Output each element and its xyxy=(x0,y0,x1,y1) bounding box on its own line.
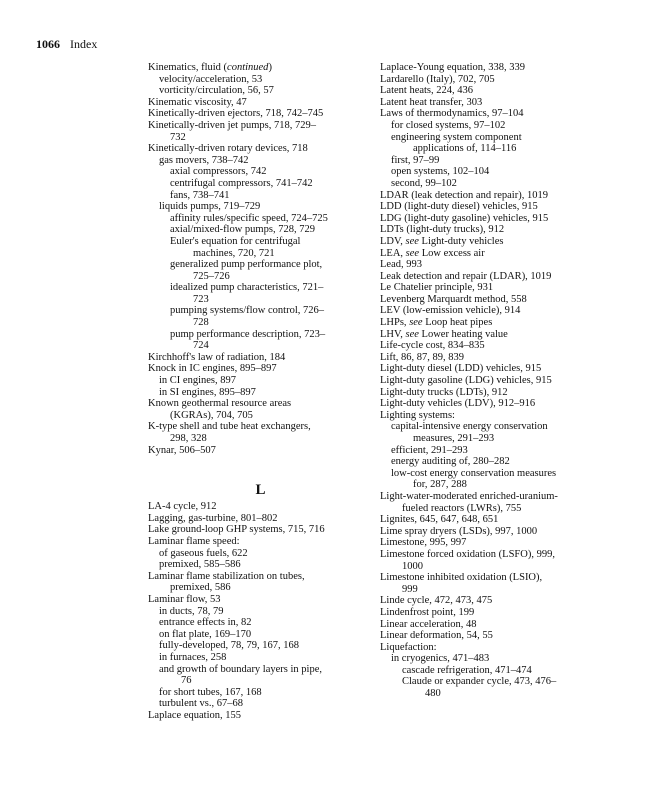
index-entry: Kinematics, fluid (continued) xyxy=(148,62,272,73)
index-subentry: 728 xyxy=(193,317,209,329)
index-subentry: pump performance description, 723– xyxy=(170,328,326,340)
index-entry: Leak detection and repair (LDAR), 1019 xyxy=(380,270,552,282)
index-subentry: for closed systems, 97–102 xyxy=(391,119,506,131)
index-subentry: in furnaces, 258 xyxy=(159,651,227,663)
index-subentry: fans, 738–741 xyxy=(170,189,230,201)
index-entry: Kinematic viscosity, 47 xyxy=(148,96,247,108)
index-entry: Lead, 993 xyxy=(380,259,422,271)
index-entry: Known geothermal resource areas xyxy=(148,398,292,410)
index-subentry: turbulent vs., 67–68 xyxy=(159,698,243,710)
index-entry: Lagging, gas-turbine, 801–802 xyxy=(148,512,278,524)
index-block-k xyxy=(148,62,373,456)
index-entry: Laplace equation, 155 xyxy=(148,709,242,721)
index-subentry: vorticity/circulation, 56, 57 xyxy=(159,85,274,97)
index-subentry: generalized pump performance plot, xyxy=(170,259,323,271)
index-subentry: measures, 291–293 xyxy=(413,433,495,444)
index-subentry: 725–726 xyxy=(193,270,230,282)
index-entry: LDTs (light-duty trucks), 912 xyxy=(380,224,505,236)
index-entry: Levenberg Marquardt method, 558 xyxy=(380,293,527,305)
index-entry: LA-4 cycle, 912 xyxy=(148,501,217,513)
index-subentry: (KGRAs), 704, 705 xyxy=(170,409,253,421)
index-entry: Light-duty trucks (LDTs), 912 xyxy=(380,386,508,398)
index-entry: Lift, 86, 87, 89, 839 xyxy=(380,351,464,363)
index-entry: Limestone forced oxidation (LSFO), 999, xyxy=(380,548,555,560)
index-entry: Lake ground-loop GHP systems, 715, 716 xyxy=(148,524,325,536)
section-letter-heading: L xyxy=(255,482,266,499)
index-block-l xyxy=(148,501,373,721)
index-subentry: and growth of boundary layers in pipe, xyxy=(159,663,323,675)
index-entry: Lighting systems: xyxy=(380,409,455,421)
index-subentry: engineering system component xyxy=(391,131,522,143)
index-subentry: 732 xyxy=(170,131,186,143)
index-subentry: in ducts, 78, 79 xyxy=(159,605,224,617)
index-block-l-continued xyxy=(380,62,605,700)
index-entry: Limestone, 995, 997 xyxy=(380,537,467,549)
index-subentry: axial compressors, 742 xyxy=(170,166,267,178)
index-subentry: centrifugal compressors, 741–742 xyxy=(170,177,313,189)
index-entry: Kirchhoff's law of radiation, 184 xyxy=(148,351,286,363)
index-entry: Light-duty diesel (LDD) vehicles, 915 xyxy=(380,363,542,375)
index-subentry: 76 xyxy=(181,675,192,687)
index-subentry: in SI engines, 895–897 xyxy=(159,386,256,398)
index-entry: Lindenfrost point, 199 xyxy=(380,606,475,618)
index-subentry: applications of, 114–116 xyxy=(413,143,517,155)
index-entry: Limestone inhibited oxidation (LSIO), xyxy=(380,572,543,584)
index-subentry: of gaseous fuels, 622 xyxy=(159,547,248,559)
index-subentry: velocity/acceleration, 53 xyxy=(159,73,263,85)
index-entry: Light-duty vehicles (LDV), 912–916 xyxy=(380,398,536,410)
index-subentry: 298, 328 xyxy=(170,433,207,444)
index-subentry: 480 xyxy=(425,688,441,700)
index-entry: Lardarello (Italy), 702, 705 xyxy=(380,73,495,85)
page-number: 1066 xyxy=(36,37,60,51)
spacer xyxy=(148,456,373,479)
index-entry: LDG (light-duty gasoline) vehicles, 915 xyxy=(380,212,549,224)
index-subentry: open systems, 102–104 xyxy=(391,166,490,178)
index-subentry: fully-developed, 78, 79, 167, 168 xyxy=(159,640,299,652)
running-header xyxy=(36,37,97,52)
index-entry: Linde cycle, 472, 473, 475 xyxy=(380,595,493,607)
left-column xyxy=(148,62,373,721)
index-entry: Kynar, 506–507 xyxy=(148,444,216,456)
index-entry: LDAR (leak detection and repair), 1019 xyxy=(380,189,548,201)
index-subentry: for, 287, 288 xyxy=(413,479,467,491)
index-entry: Latent heats, 224, 436 xyxy=(380,85,474,97)
index-entry: Knock in IC engines, 895–897 xyxy=(148,363,277,375)
index-subentry: premixed, 586 xyxy=(170,582,231,594)
index-subentry: affinity rules/specific speed, 724–725 xyxy=(170,212,328,224)
index-entry: Lignites, 645, 647, 648, 651 xyxy=(380,514,499,526)
index-entry: LDV, see Light-duty vehicles xyxy=(380,235,504,247)
index-subentry: efficient, 291–293 xyxy=(391,444,468,456)
index-subentry: for short tubes, 167, 168 xyxy=(159,686,262,698)
index-entry: LEA, see Low excess air xyxy=(380,247,485,259)
index-subentry: axial/mixed-flow pumps, 728, 729 xyxy=(170,224,315,236)
index-subentry: low-cost energy conservation measures xyxy=(391,467,557,479)
index-entry: Laminar flame speed: xyxy=(148,535,240,547)
index-entry: Linear deformation, 54, 55 xyxy=(380,630,493,642)
index-subentry: pumping systems/flow control, 726– xyxy=(170,305,324,317)
index-subentry: idealized pump characteristics, 721– xyxy=(170,282,324,294)
index-entry: LDD (light-duty diesel) vehicles, 915 xyxy=(380,201,538,213)
index-entry: Laminar flow, 53 xyxy=(148,593,221,605)
index-entry: Latent heat transfer, 303 xyxy=(380,96,483,108)
index-subentry: energy auditing of, 280–282 xyxy=(391,456,510,468)
index-entry: Lime spray dryers (LSDs), 997, 1000 xyxy=(380,525,538,537)
index-entry: Light-duty gasoline (LDG) vehicles, 915 xyxy=(380,375,552,387)
index-subentry: entrance effects in, 82 xyxy=(159,617,252,629)
index-entry: Kinetically-driven jet pumps, 718, 729– xyxy=(148,119,316,131)
index-subentry: 1000 xyxy=(402,560,423,572)
index-subentry: 724 xyxy=(193,340,209,352)
index-entry: Kinetically-driven rotary devices, 718 xyxy=(148,143,308,155)
index-subentry: premixed, 585–586 xyxy=(159,559,241,571)
index-subentry: Claude or expander cycle, 473, 476– xyxy=(402,676,557,688)
index-subentry: capital-intensive energy conservation xyxy=(391,421,548,433)
index-entry: K-type shell and tube heat exchangers, xyxy=(148,421,311,433)
index-entry: LHV, see Lower heating value xyxy=(380,328,508,340)
index-subentry: on flat plate, 169–170 xyxy=(159,628,252,640)
right-column xyxy=(380,62,605,700)
index-subentry: second, 99–102 xyxy=(391,177,457,189)
index-entry: Laplace-Young equation, 338, 339 xyxy=(380,62,526,73)
index-subentry: fueled reactors (LWRs), 755 xyxy=(402,502,522,514)
index-subentry: 723 xyxy=(193,293,209,305)
index-subentry: in CI engines, 897 xyxy=(159,375,236,387)
index-subentry: in cryogenics, 471–483 xyxy=(391,653,490,665)
index-entry: Liquefaction: xyxy=(380,641,437,653)
index-entry: Laminar flame stabilization on tubes, xyxy=(148,570,305,582)
index-entry: LEV (low-emission vehicle), 914 xyxy=(380,305,521,317)
index-subentry: Euler's equation for centrifugal xyxy=(170,235,301,247)
index-subentry: gas movers, 738–742 xyxy=(159,154,249,166)
index-entry: Linear acceleration, 48 xyxy=(380,618,477,630)
index-entry: Laws of thermodynamics, 97–104 xyxy=(380,108,524,120)
index-subentry: first, 97–99 xyxy=(391,154,440,166)
index-entry: Life-cycle cost, 834–835 xyxy=(380,340,485,352)
index-subentry: 999 xyxy=(402,583,418,595)
index-subentry: cascade refrigeration, 471–474 xyxy=(402,664,532,676)
index-entry: Kinetically-driven ejectors, 718, 742–745 xyxy=(148,108,324,120)
index-entry: Le Chatelier principle, 931 xyxy=(380,282,494,294)
index-subentry: liquids pumps, 719–729 xyxy=(159,201,261,213)
index-entry: LHPs, see Loop heat pipes xyxy=(380,317,493,329)
index-subentry: machines, 720, 721 xyxy=(193,247,275,259)
index-entry: Light-water-moderated enriched-uranium- xyxy=(380,490,558,502)
section-title: Index xyxy=(70,37,98,51)
